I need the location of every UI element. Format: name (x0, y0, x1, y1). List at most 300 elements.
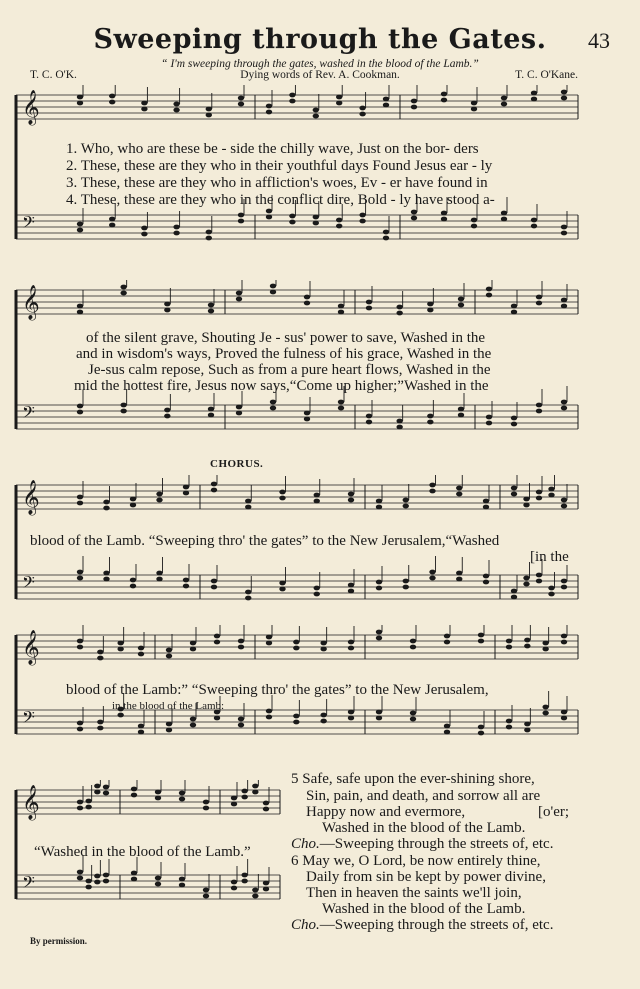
note-head (411, 216, 417, 221)
note-group (486, 280, 567, 314)
note-head (366, 420, 372, 425)
note-head (561, 634, 567, 639)
note-head (203, 806, 209, 811)
note-group (506, 625, 567, 651)
note-head (348, 640, 354, 645)
note-head (293, 720, 299, 725)
note-group (411, 85, 567, 111)
bass-staff (16, 875, 280, 899)
note-head (85, 805, 91, 810)
note-head (231, 886, 237, 891)
note-head (561, 640, 567, 645)
note-head (77, 410, 83, 415)
note-head (103, 879, 109, 884)
note-head (236, 411, 242, 416)
note-head (383, 230, 389, 235)
note-head (348, 589, 354, 594)
note-head (263, 801, 269, 806)
treble-staff (16, 790, 280, 814)
note-head (376, 586, 382, 591)
note-head (531, 218, 537, 223)
note-head (206, 107, 212, 112)
note-head (183, 491, 189, 496)
note-head (403, 579, 409, 584)
note-head (376, 716, 382, 721)
note-head (313, 114, 319, 119)
note-head (396, 305, 402, 310)
note-head (561, 716, 567, 721)
note-group (77, 280, 214, 314)
note-head (266, 709, 272, 714)
note-head (77, 870, 83, 875)
permission-note: By permission. (30, 936, 88, 946)
note-head (231, 880, 237, 885)
note-head (241, 789, 247, 794)
stanza-6-line-3: Then in heaven the saints we'll join, (306, 885, 522, 901)
note-head (511, 310, 517, 315)
note-head (348, 492, 354, 497)
verse-1-line: 1. Who, who are these be - side the chilly wave, Just on the bor- ders (66, 141, 479, 157)
note-head (561, 504, 567, 509)
note-head (141, 107, 147, 112)
note-head (486, 287, 492, 292)
note-head (348, 498, 354, 503)
note-head (486, 293, 492, 298)
note-head (478, 731, 484, 736)
note-group (77, 780, 109, 810)
note-head (542, 705, 548, 710)
note-head (156, 571, 162, 576)
note-head (211, 585, 217, 590)
note-head (536, 573, 542, 578)
note-head (313, 215, 319, 220)
note-head (501, 211, 507, 216)
note-head (208, 407, 214, 412)
chorus-line-3: “Washed in the blood of the Lamb.” (34, 844, 251, 860)
note-head (270, 290, 276, 295)
note-head (483, 580, 489, 585)
note-head (77, 570, 83, 575)
note-head (138, 730, 144, 735)
note-head (478, 639, 484, 644)
note-head (241, 873, 247, 878)
note-head (429, 576, 435, 581)
chorus-line-1-cont: [in the (530, 549, 569, 565)
note-head (486, 415, 492, 420)
note-head (236, 297, 242, 302)
treble-staff (16, 485, 578, 509)
note-head (214, 716, 220, 721)
note-group (77, 475, 189, 510)
note-head (236, 291, 242, 296)
note-head (155, 790, 161, 795)
epigraph: “ I'm sweeping through the gates, washed in the blood of the Lamb.” (161, 58, 479, 70)
note-head (103, 571, 109, 576)
note-head (320, 647, 326, 652)
note-head (523, 503, 529, 508)
note-head (429, 570, 435, 575)
note-head (561, 225, 567, 230)
note-head (410, 645, 416, 650)
note-head (130, 503, 136, 508)
note-head (506, 719, 512, 724)
note-head (279, 581, 285, 586)
note-head (458, 407, 464, 412)
stanza-5-line-3: Happy now and evermore, (306, 804, 466, 820)
note-head (320, 713, 326, 718)
note-head (501, 96, 507, 101)
note-head (245, 596, 251, 601)
note-head (471, 218, 477, 223)
note-head (524, 728, 530, 733)
note-head (214, 640, 220, 645)
note-head (366, 306, 372, 311)
note-head (366, 300, 372, 305)
note-head (536, 579, 542, 584)
note-head (131, 787, 137, 792)
note-head (208, 413, 214, 418)
note-head (444, 634, 450, 639)
bass-clef-icon: 𝄢 (22, 707, 35, 731)
chorus-line-2: blood of the Lamb:” “Sweeping thro' the gates” to the New Jerusalem, (66, 682, 489, 698)
treble-staff (16, 290, 578, 314)
note-head (252, 894, 258, 899)
note-head (524, 638, 530, 643)
note-head (561, 304, 567, 309)
note-head (77, 576, 83, 581)
note-head (444, 640, 450, 645)
treble-clef-icon: 𝄞 (22, 90, 40, 125)
note-head (376, 630, 382, 635)
note-head (117, 641, 123, 646)
note-head (270, 400, 276, 405)
note-head (427, 414, 433, 419)
chorus-line-1: blood of the Lamb. “Sweeping thro' the gates” to the New Jerusalem,“Washed (30, 533, 500, 549)
note-group (506, 691, 567, 732)
note-head (506, 725, 512, 730)
note-group (231, 859, 269, 898)
note-head (383, 103, 389, 108)
note-head (293, 646, 299, 651)
note-head (245, 590, 251, 595)
note-head (85, 879, 91, 884)
note-head (501, 217, 507, 222)
note-head (524, 722, 530, 727)
note-head (376, 710, 382, 715)
note-head (173, 225, 179, 230)
note-head (94, 874, 100, 879)
note-group (366, 283, 464, 315)
note-head (164, 414, 170, 419)
verse-2-continuation: and in wisdom's ways, Proved the fulness of his grace, Washed in the (76, 346, 492, 362)
note-head (156, 577, 162, 582)
note-head (166, 648, 172, 653)
note-head (109, 100, 115, 105)
note-group (77, 556, 189, 588)
note-head (179, 791, 185, 796)
note-head (561, 710, 567, 715)
note-head (561, 406, 567, 411)
note-head (141, 226, 147, 231)
note-head (376, 580, 382, 585)
note-head (511, 595, 517, 600)
treble-clef-icon: 𝄞 (22, 630, 40, 665)
treble-clef-icon: 𝄞 (22, 480, 40, 515)
note-head (131, 793, 137, 798)
note-head (289, 99, 295, 104)
note-head (376, 636, 382, 641)
treble-clef-icon: 𝄞 (22, 785, 40, 820)
source-credit: Dying words of Rev. A. Cookman. (240, 69, 400, 81)
note-head (77, 501, 83, 506)
note-head (396, 311, 402, 316)
note-head (313, 221, 319, 226)
note-head (478, 633, 484, 638)
note-head (77, 645, 83, 650)
note-head (506, 645, 512, 650)
note-head (376, 505, 382, 510)
note-head (190, 647, 196, 652)
note-head (173, 108, 179, 113)
note-head (279, 490, 285, 495)
note-head (263, 807, 269, 812)
note-head (166, 654, 172, 659)
note-head (109, 223, 115, 228)
note-head (190, 717, 196, 722)
note-head (444, 730, 450, 735)
note-head (561, 400, 567, 405)
note-head (266, 641, 272, 646)
note-head (548, 592, 554, 597)
note-head (511, 422, 517, 427)
note-head (338, 406, 344, 411)
note-head (238, 717, 244, 722)
note-head (179, 877, 185, 882)
note-head (289, 220, 295, 225)
note-head (410, 639, 416, 644)
note-head (561, 498, 567, 503)
note-head (77, 404, 83, 409)
note-head (77, 876, 83, 881)
note-head (289, 214, 295, 219)
note-head (561, 585, 567, 590)
note-group (376, 625, 484, 649)
note-head (314, 592, 320, 597)
note-head (383, 97, 389, 102)
note-head (279, 496, 285, 501)
note-head (120, 285, 126, 290)
note-head (359, 112, 365, 117)
verse-3-continuation: Je-sus calm repose, Such as from a pure heart flows, Washed in the (88, 362, 491, 378)
note-head (77, 228, 83, 233)
note-head (506, 639, 512, 644)
note-group (266, 625, 354, 651)
note-head (304, 295, 310, 300)
verse-3-line: 3. These, these are they who in affliction's woes, Ev - er have found in (66, 175, 488, 191)
note-head (542, 641, 548, 646)
note-head (456, 571, 462, 576)
note-head (77, 222, 83, 227)
note-head (156, 498, 162, 503)
bass-clef-icon: 𝄢 (22, 402, 35, 426)
note-head (458, 303, 464, 308)
note-head (441, 92, 447, 97)
note-head (458, 297, 464, 302)
note-head (338, 400, 344, 405)
note-head (427, 308, 433, 313)
note-head (314, 499, 320, 504)
verse-4-continuation: mid the hottest fire, Jesus now says,“Come up higher;”Washed in the (74, 378, 489, 394)
note-head (190, 723, 196, 728)
hymn-title: Sweeping through the Gates. (93, 24, 547, 55)
note-head (336, 101, 342, 106)
note-head (548, 493, 554, 498)
note-head (536, 301, 542, 306)
note-head (313, 108, 319, 113)
note-head (252, 888, 258, 893)
note-head (183, 485, 189, 490)
note-head (97, 720, 103, 725)
note-head (97, 726, 103, 731)
note-head (314, 493, 320, 498)
note-head (103, 785, 109, 790)
note-group (211, 475, 354, 509)
note-head (561, 231, 567, 236)
note-head (411, 105, 417, 110)
note-head (266, 215, 272, 220)
note-head (396, 425, 402, 430)
note-head (155, 882, 161, 887)
note-head (109, 217, 115, 222)
verse-2-line: 2. These, these are they who in their youthful days Found Jesus ear - ly (66, 158, 493, 174)
note-head (208, 309, 214, 314)
note-head (203, 888, 209, 893)
stanza-5-overflow: [o'er; (538, 804, 570, 820)
note-head (511, 492, 517, 497)
note-head (441, 211, 447, 216)
note-head (206, 236, 212, 241)
note-head (77, 495, 83, 500)
note-head (183, 584, 189, 589)
note-head (117, 647, 123, 652)
page-number: 43 (588, 28, 610, 53)
note-head (263, 881, 269, 886)
note-head (536, 496, 542, 501)
note-group (376, 475, 489, 509)
note-head (85, 799, 91, 804)
note-head (164, 302, 170, 307)
bass-clef-icon: 𝄢 (22, 872, 35, 896)
note-head (245, 499, 251, 504)
note-head (531, 224, 537, 229)
note-head (77, 806, 83, 811)
note-head (270, 284, 276, 289)
note-head (456, 577, 462, 582)
note-head (131, 871, 137, 876)
note-head (320, 641, 326, 646)
note-head (511, 486, 517, 491)
note-head (561, 96, 567, 101)
note-head (279, 587, 285, 592)
note-head (403, 498, 409, 503)
note-head (138, 652, 144, 657)
note-head (348, 646, 354, 651)
note-head (266, 715, 272, 720)
note-head (411, 99, 417, 104)
note-head (117, 713, 123, 718)
note-head (441, 98, 447, 103)
stanza-6-line-2: Daily from sin be kept by power divine, (306, 869, 546, 885)
treble-clef-icon: 𝄞 (22, 285, 40, 320)
chorus-label: CHORUS. (210, 458, 264, 470)
note-head (214, 634, 220, 639)
note-head (166, 722, 172, 727)
note-head (206, 113, 212, 118)
note-group (236, 280, 344, 314)
note-head (141, 101, 147, 106)
note-head (289, 93, 295, 98)
cho-abbrev: Cho. (291, 836, 320, 852)
stanza-5-chorus-ref (291, 836, 553, 853)
bass-staff (16, 405, 578, 429)
note-head (471, 107, 477, 112)
note-head (173, 102, 179, 107)
note-group (486, 386, 567, 426)
note-head (238, 723, 244, 728)
note-head (304, 301, 310, 306)
treble-staff (16, 95, 578, 119)
note-head (138, 646, 144, 651)
note-head (238, 219, 244, 224)
note-head (179, 883, 185, 888)
note-head (383, 236, 389, 241)
bass-staff (16, 215, 578, 239)
note-head (483, 499, 489, 504)
note-head (203, 894, 209, 899)
note-head (561, 579, 567, 584)
note-head (336, 218, 342, 223)
note-head (238, 96, 244, 101)
cho-abbrev: Cho. (291, 917, 320, 933)
note-head (338, 304, 344, 309)
note-head (156, 492, 162, 497)
note-head (241, 879, 247, 884)
note-head (320, 719, 326, 724)
note-head (97, 650, 103, 655)
note-head (561, 298, 567, 303)
note-head (77, 727, 83, 732)
note-head (441, 217, 447, 222)
note-head (241, 795, 247, 800)
note-head (94, 784, 100, 789)
note-head (511, 416, 517, 421)
note-head (266, 104, 272, 109)
note-head (359, 106, 365, 111)
note-head (120, 291, 126, 296)
note-head (359, 213, 365, 218)
note-head (190, 641, 196, 646)
note-head (77, 304, 83, 309)
verse-4-line: 4. These, these are they who in the conflict dire, Bold - ly have stood a- (66, 192, 495, 208)
note-head (231, 802, 237, 807)
note-head (120, 403, 126, 408)
note-head (483, 574, 489, 579)
note-head (238, 645, 244, 650)
stanza-6-line-1: 6 May we, O Lord, be now entirely thine, (291, 853, 541, 869)
note-head (263, 887, 269, 892)
bass-clef-icon: 𝄢 (22, 212, 35, 236)
note-head (542, 711, 548, 716)
